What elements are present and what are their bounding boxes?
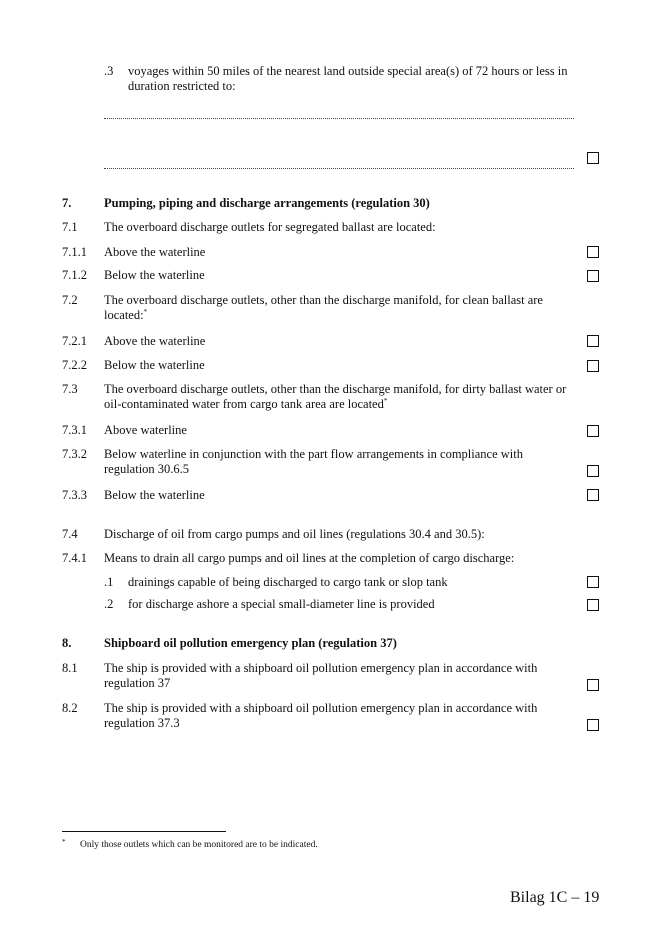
item-text: The overboard discharge outlets, other than the discharge manifold, for clean ballast are located:	[104, 293, 543, 322]
item-text: Above the waterline	[104, 334, 206, 348]
checkbox-7-3-3[interactable]	[587, 489, 599, 501]
item-number: 7.4	[62, 527, 78, 541]
item-text: Below waterline in conjunction with the part flow arrangements in compliance with regulation 30.6.5	[104, 447, 523, 476]
footnote-text: Only those outlets which can be monitored are to be indicated.	[80, 840, 318, 850]
checkbox-7-4-1-2[interactable]	[587, 599, 599, 611]
footnote-mark: *	[383, 396, 388, 405]
item-number: 7.3.3	[62, 488, 87, 502]
item-text: Above waterline	[104, 423, 187, 437]
footnote-mark: *	[143, 307, 148, 316]
item-text: Above the waterline	[104, 245, 206, 259]
item-text: Below the waterline	[104, 268, 205, 282]
checkbox-7-2-1[interactable]	[587, 335, 599, 347]
item-number: 7.2.1	[62, 334, 87, 348]
footnote-mark: *	[62, 838, 66, 846]
intro-item-checkbox[interactable]	[587, 152, 599, 164]
checkbox-8-1[interactable]	[587, 679, 599, 691]
item-number: 7.3	[62, 382, 78, 396]
intro-item-text: voyages within 50 miles of the nearest land outside special area(s) of 72 hours or less in duration restricted to:	[128, 64, 568, 93]
section8-number: 8.	[62, 636, 72, 650]
fill-in-line-1[interactable]	[104, 118, 574, 119]
checkbox-8-2[interactable]	[587, 719, 599, 731]
checkbox-7-1-1[interactable]	[587, 246, 599, 258]
item-number: 7.1.2	[62, 268, 87, 282]
item-text: Means to drain all cargo pumps and oil lines at the completion of cargo discharge:	[104, 551, 515, 565]
subitem-number: .2	[104, 597, 114, 611]
section7-title: Pumping, piping and discharge arrangements (regulation 30)	[104, 196, 430, 210]
checkbox-7-2-2[interactable]	[587, 360, 599, 372]
section7-number: 7.	[62, 196, 72, 210]
checkbox-7-3-1[interactable]	[587, 425, 599, 437]
item-number: 7.1	[62, 220, 78, 234]
item-number: 7.4.1	[62, 551, 87, 565]
fill-in-line-2[interactable]	[104, 168, 574, 169]
intro-item-number: .3	[104, 64, 114, 78]
section8-title: Shipboard oil pollution emergency plan (regulation 37)	[104, 636, 397, 650]
item-text: Discharge of oil from cargo pumps and oil lines (regulations 30.4 and 30.5):	[104, 527, 485, 541]
item-number: 7.2.2	[62, 358, 87, 372]
checkbox-7-3-2[interactable]	[587, 465, 599, 477]
checkbox-7-1-2[interactable]	[587, 270, 599, 282]
item-text-with-footnote	[104, 293, 574, 322]
item-text: The overboard discharge outlets, other than the discharge manifold, for dirty ballast water or oil-contaminated water from cargo tank area are located	[104, 382, 567, 411]
item-number: 7.2	[62, 293, 78, 307]
subitem-number: .1	[104, 575, 114, 589]
item-text: The ship is provided with a shipboard oil pollution emergency plan in accordance with regulation 37.3	[104, 701, 538, 730]
checkbox-7-4-1-1[interactable]	[587, 576, 599, 588]
subitem-text: drainings capable of being discharged to cargo tank or slop tank	[128, 575, 448, 589]
item-text-with-footnote	[104, 382, 574, 411]
page-number: Bilag 1C – 19	[510, 889, 600, 906]
item-text: The ship is provided with a shipboard oil pollution emergency plan in accordance with regulation 37	[104, 661, 538, 690]
subitem-text: for discharge ashore a special small-diameter line is provided	[128, 597, 435, 611]
footnote-separator	[62, 831, 226, 832]
item-number: 7.3.1	[62, 423, 87, 437]
item-text: The overboard discharge outlets for segregated ballast are located:	[104, 220, 436, 234]
item-text: Below the waterline	[104, 488, 205, 502]
item-number: 8.2	[62, 701, 78, 715]
item-number: 7.1.1	[62, 245, 87, 259]
item-text: Below the waterline	[104, 358, 205, 372]
item-number: 7.3.2	[62, 447, 87, 461]
item-number: 8.1	[62, 661, 78, 675]
